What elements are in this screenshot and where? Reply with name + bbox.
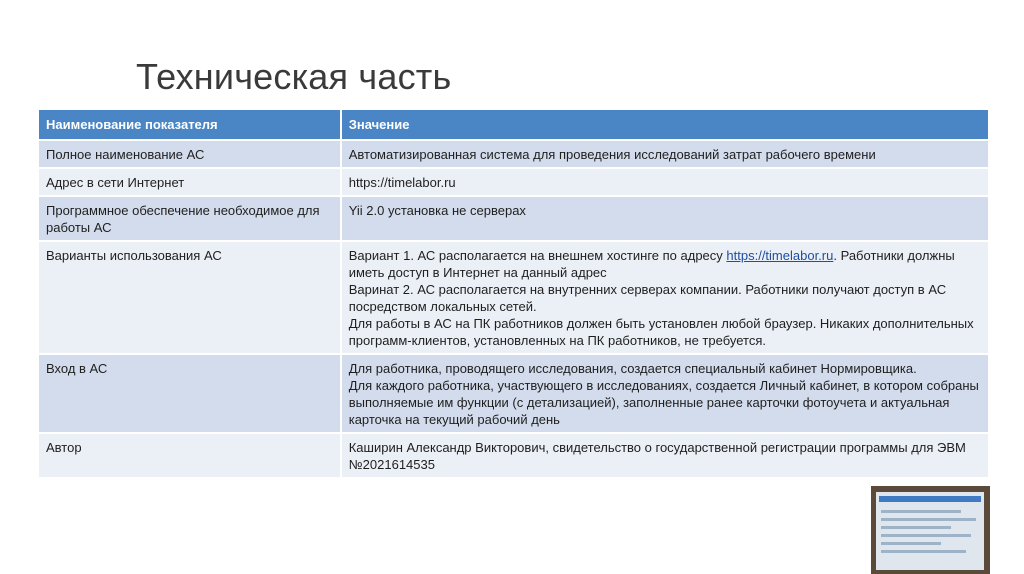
- row-name: Программное обеспечение необходимое для работы АС: [39, 196, 341, 241]
- table-row: [39, 140, 989, 168]
- photo-line: [881, 534, 971, 537]
- row-value: [341, 168, 989, 196]
- table-row: [39, 354, 989, 433]
- row-value: [341, 196, 989, 241]
- table-row: [39, 433, 989, 477]
- row-name: Автор: [39, 433, 341, 477]
- header-value: Значение: [341, 110, 989, 140]
- row-value-line: Автоматизированная система для проведения исследований затрат рабочего времени: [348, 147, 876, 162]
- table-header-row: [39, 110, 989, 140]
- row-name: Вход в АС: [39, 354, 341, 433]
- row-value: [341, 241, 989, 354]
- header-indicator-name: Наименование показателя: [39, 110, 341, 140]
- row-value-line: https://timelabor.ru: [348, 175, 456, 190]
- variant-1-before: Вариант 1. АС располагается на внешнем хостинге по адресу: [348, 248, 727, 263]
- timelabor-link[interactable]: https://timelabor.ru: [726, 248, 834, 263]
- row-value-line: Каширин Александр Викторович, свидетельство о государственной регистрации программы для ЭВМ №2021614535: [348, 440, 966, 472]
- row-value-line: Yii 2.0 установка не серверах: [348, 203, 526, 218]
- table-row: [39, 241, 989, 354]
- row-name: Варианты использования АС: [39, 241, 341, 354]
- row-name: Адрес в сети Интернет: [39, 168, 341, 196]
- variant-1-text: [349, 247, 981, 281]
- photo-line: [881, 542, 941, 545]
- table-row: [39, 196, 989, 241]
- photo-line: [881, 518, 976, 521]
- row-value-line: Для каждого работника, участвующего в исследованиях, создается Личный кабинет, в котором собраны выполняемые им функции (с детализацией), заполненные ранее карточки фотоучета и актуальная карточка на текущий рабочий день: [348, 378, 979, 427]
- row-value-line: Варинат 2. АС располагается на внутренних серверах компании. Работники получают доступ в АС посредством локальных сетей.: [348, 282, 947, 314]
- info-table: [39, 110, 990, 477]
- screenshot-photo: [871, 486, 990, 574]
- slide-title: Техническая часть: [136, 56, 452, 97]
- photo-header-bar: [879, 496, 981, 502]
- row-value: [341, 354, 989, 433]
- photo-line: [881, 526, 951, 529]
- row-value-line: Для работы в АС на ПК работников должен быть установлен любой браузер. Никаких дополнительных программ-клиентов, установленных на ПК работников, не требуется.: [348, 316, 974, 348]
- row-name: Полное наименование АС: [39, 140, 341, 168]
- photo-line: [881, 510, 961, 513]
- table-row: [39, 168, 989, 196]
- photo-line: [881, 550, 966, 553]
- variant-1-after: . Работники должны иметь доступ в Интернет на данный адрес: [348, 248, 955, 280]
- row-value: [341, 433, 989, 477]
- row-value-line: Для работника, проводящего исследования, создается специальный кабинет Нормировщика.: [348, 361, 917, 376]
- row-value: [341, 140, 989, 168]
- photo-screen: [876, 492, 984, 570]
